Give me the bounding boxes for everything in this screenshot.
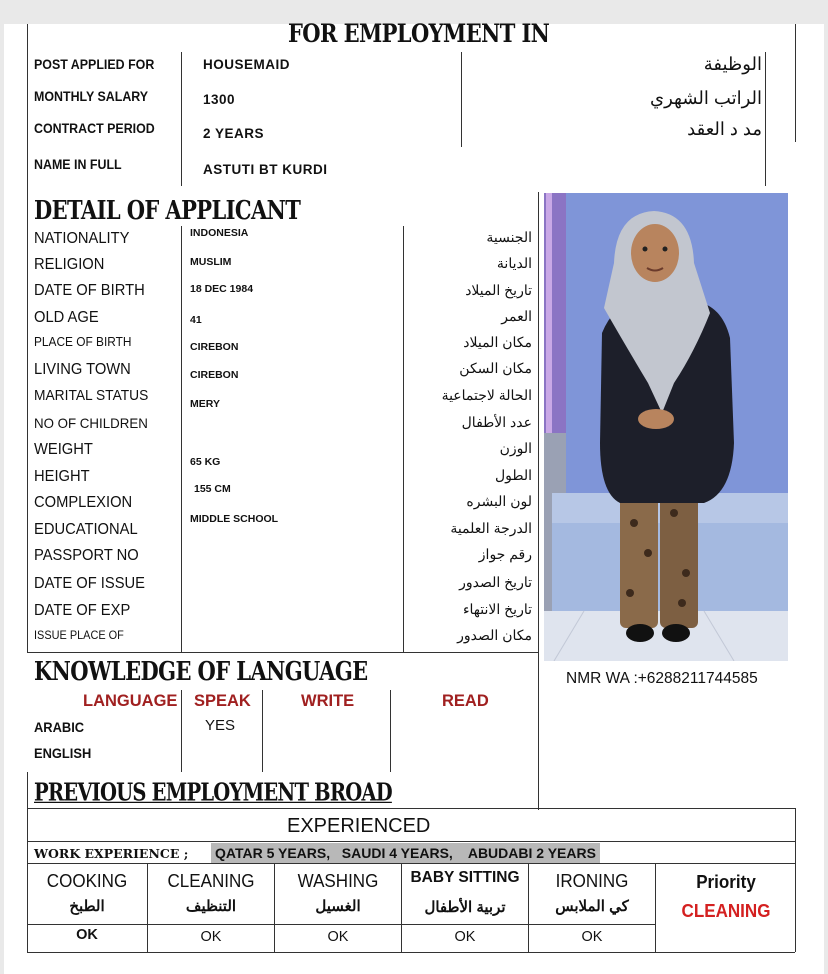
detail-label: COMPLEXION [34,494,133,511]
detail-value: 18 DEC 1984 [190,283,254,295]
detail-value: MERY [190,398,220,410]
salary-label: MONTHLY SALARY [34,89,149,104]
header-title: FOR EMPLOYMENT IN [288,18,550,48]
detail-arabic: عدد الأطفال [461,414,532,430]
skill-arabic: كي الملابس [555,898,629,915]
detail-value: 41 [190,314,202,326]
contract-arabic: مد د العقد [687,119,762,139]
name-label: NAME IN FULL [34,157,122,172]
speak-value: YES [205,717,236,734]
skill-arabic: الغسيل [315,898,361,915]
detail-label: ISSUE PLACE OF [34,630,124,642]
priority-label: Priority [696,871,756,892]
detail-label: EDUCATIONAL [34,521,138,538]
detail-label: DATE OF ISSUE [34,575,146,592]
detail-label: OLD AGE [34,309,99,326]
detail-label: WEIGHT [34,441,93,458]
experienced-heading: EXPERIENCED [287,815,431,837]
post-label: POST APPLIED FOR [34,57,155,72]
skill-label: COOKING [46,870,128,891]
detail-label: LIVING TOWN [34,361,131,378]
whatsapp-number: NMR WA :+6288211744585 [566,670,758,687]
salary-arabic: الراتب الشهري [650,88,762,108]
detail-arabic: تاريخ الصدور [459,574,532,590]
detail-label: DATE OF BIRTH [34,282,145,299]
write-header: WRITE [301,692,355,710]
skill-label: BABY SITTING [410,869,520,886]
detail-value: 155 CM [194,483,231,495]
work-experience-value: QATAR 5 YEARS, SAUDI 4 YEARS, ABUDABI 2 YEARS [211,843,600,863]
contract-label: CONTRACT PERIOD [34,121,155,136]
skill-status: OK [581,929,603,945]
detail-value: INDONESIA [190,227,249,239]
detail-value: CIREBON [190,341,239,353]
name-value: ASTUTI BT KURDI [203,162,328,177]
detail-label: NO OF CHILDREN [34,415,148,431]
skill-label: WASHING [297,870,379,891]
detail-label: HEIGHT [34,468,90,485]
detail-value: 65 KG [190,456,221,468]
detail-label: PASSPORT NO [34,547,139,564]
skill-label: IRONING [555,870,629,891]
contract-value: 2 YEARS [203,126,265,141]
detail-arabic: مكان الميلاد [463,334,532,350]
skill-status: OK [327,929,349,945]
detail-label: PLACE OF BIRTH [34,335,132,349]
detail-arabic: الوزن [499,440,532,456]
post-arabic: الوظيفة [703,54,762,74]
detail-value: MUSLIM [190,256,232,268]
skill-status: OK [76,927,98,943]
skill-label: CLEANING [167,870,255,891]
detail-arabic: العمر [501,308,532,324]
post-value: HOUSEMAID [203,57,291,72]
detail-title: DETAIL OF APPLICANT [34,194,301,226]
detail-label: DATE OF EXP [34,602,131,619]
detail-label: NATIONALITY [34,230,130,247]
language-name: ARABIC [34,719,85,735]
detail-arabic: مكان الصدور [457,627,532,643]
read-header: READ [442,692,489,710]
language-header: LANGUAGE [83,692,178,710]
skill-arabic: التنظيف [185,898,237,915]
speak-header: SPEAK [194,692,251,710]
detail-arabic: رقم جواز [478,546,532,562]
detail-arabic: تاريخ الميلاد [465,282,532,298]
detail-arabic: الدرجة العلمية [450,520,532,536]
detail-arabic: تاريخ الانتهاء [462,601,532,617]
detail-label: RELIGION [34,256,105,273]
detail-value: CIREBON [190,369,239,381]
detail-label: MARITAL STATUS [34,388,149,404]
detail-arabic: الحالة لاجتماعية [441,387,532,403]
detail-arabic: الجنسية [486,229,532,245]
priority-value: CLEANING [681,900,771,921]
language-title: KNOWLEDGE OF LANGUAGE [34,655,368,687]
detail-arabic: مكان السكن [459,360,532,376]
applicant-photo [544,193,788,661]
skill-arabic: تربية الأطفال [424,899,506,916]
skill-arabic: الطبخ [69,898,105,915]
skill-status: OK [200,929,222,945]
skill-status: OK [454,929,476,945]
detail-arabic: لون البشره [466,493,532,509]
salary-value: 1300 [203,92,236,107]
language-name: ENGLISH [34,745,92,761]
detail-arabic: الطول [494,467,532,483]
work-experience-label: WORK EXPERIENCE ; [34,846,189,861]
previous-title: PREVIOUS EMPLOYMENT BROAD [34,778,392,807]
detail-arabic: الديانة [496,255,532,271]
detail-value: MIDDLE SCHOOL [190,513,279,525]
